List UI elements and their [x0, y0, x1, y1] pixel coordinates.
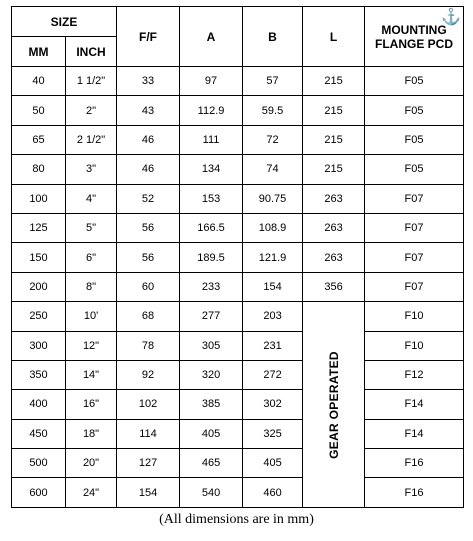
- pcd-cell: F12: [365, 360, 464, 389]
- b-cell: 72: [243, 125, 303, 154]
- table-row: [12, 449, 464, 478]
- l-cell: 215: [303, 67, 365, 96]
- mm-cell: 400: [12, 390, 66, 419]
- ff-cell: 33: [117, 67, 180, 96]
- inch-cell: 8": [66, 272, 117, 301]
- pcd-cell: F10: [365, 331, 464, 360]
- b-cell: 460: [243, 478, 303, 508]
- ff-cell: 68: [117, 302, 180, 331]
- b-cell: 405: [243, 449, 303, 478]
- pcd-cell: F14: [365, 390, 464, 419]
- mm-cell: 40: [12, 67, 66, 96]
- table-row: [12, 213, 464, 242]
- inch-cell: 24": [66, 478, 117, 508]
- l-cell: 263: [303, 213, 365, 242]
- inch-cell: 12": [66, 331, 117, 360]
- b-cell: 108.9: [243, 213, 303, 242]
- ff-cell: 60: [117, 272, 180, 301]
- inch-header: INCH: [66, 37, 117, 67]
- pcd-cell: F07: [365, 272, 464, 301]
- table-row: [12, 184, 464, 213]
- inch-cell: 2 1/2": [66, 125, 117, 154]
- b-cell: 302: [243, 390, 303, 419]
- pcd-cell: F07: [365, 213, 464, 242]
- a-cell: 153: [180, 184, 243, 213]
- table-row: [12, 331, 464, 360]
- b-cell: 154: [243, 272, 303, 301]
- table-row: [12, 360, 464, 389]
- ff-cell: 56: [117, 243, 180, 272]
- mm-header: MM: [12, 37, 66, 67]
- table-row: [12, 67, 464, 96]
- pcd-cell: F07: [365, 184, 464, 213]
- a-cell: 189.5: [180, 243, 243, 272]
- a-cell: 134: [180, 155, 243, 184]
- a-header: A: [180, 7, 243, 67]
- table-row: [12, 96, 464, 125]
- l-cell: 215: [303, 155, 365, 184]
- anchor-icon: ⚓: [441, 9, 462, 26]
- mounting-header-line2: FLANGE PCD: [375, 36, 454, 51]
- inch-cell: 4": [66, 184, 117, 213]
- pcd-cell: F05: [365, 125, 464, 154]
- a-cell: 97: [180, 67, 243, 96]
- pcd-cell: F10: [365, 302, 464, 331]
- mm-cell: 600: [12, 478, 66, 508]
- mm-cell: 80: [12, 155, 66, 184]
- mm-cell: 300: [12, 331, 66, 360]
- a-cell: 111: [180, 125, 243, 154]
- b-cell: 121.9: [243, 243, 303, 272]
- mm-cell: 125: [12, 213, 66, 242]
- a-cell: 166.5: [180, 213, 243, 242]
- a-cell: 385: [180, 390, 243, 419]
- inch-cell: 2": [66, 96, 117, 125]
- b-cell: 74: [243, 155, 303, 184]
- l-cell: 263: [303, 184, 365, 213]
- dimensions-note: (All dimensions are in mm): [159, 512, 314, 527]
- mounting-flange-pcd-header: [365, 7, 464, 67]
- b-cell: 272: [243, 360, 303, 389]
- a-cell: 233: [180, 272, 243, 301]
- ff-cell: 92: [117, 360, 180, 389]
- a-cell: 405: [180, 419, 243, 448]
- inch-cell: 5": [66, 213, 117, 242]
- a-cell: 320: [180, 360, 243, 389]
- mm-cell: 150: [12, 243, 66, 272]
- b-header: B: [243, 7, 303, 67]
- l-header: L: [303, 7, 365, 67]
- mounting-header-line1: MOUNTING: [381, 22, 447, 37]
- l-cell: 356: [303, 272, 365, 301]
- mm-cell: 100: [12, 184, 66, 213]
- mm-cell: 200: [12, 272, 66, 301]
- ff-cell: 102: [117, 390, 180, 419]
- pcd-cell: F05: [365, 155, 464, 184]
- a-cell: 305: [180, 331, 243, 360]
- inch-cell: 6": [66, 243, 117, 272]
- mm-cell: 50: [12, 96, 66, 125]
- table-row: [12, 390, 464, 419]
- a-cell: 277: [180, 302, 243, 331]
- a-cell: 465: [180, 449, 243, 478]
- b-cell: 231: [243, 331, 303, 360]
- ff-cell: 78: [117, 331, 180, 360]
- table-row: [12, 243, 464, 272]
- ff-cell: 46: [117, 125, 180, 154]
- ff-cell: 52: [117, 184, 180, 213]
- ff-cell: 56: [117, 213, 180, 242]
- table-row: [12, 302, 464, 331]
- a-cell: 112.9: [180, 96, 243, 125]
- pcd-cell: F16: [365, 449, 464, 478]
- l-cell: 263: [303, 243, 365, 272]
- gear-operated-label: GEAR OPERATED: [326, 350, 341, 459]
- mm-cell: 450: [12, 419, 66, 448]
- inch-cell: 18": [66, 419, 117, 448]
- b-cell: 57: [243, 67, 303, 96]
- mm-cell: 250: [12, 302, 66, 331]
- b-cell: 325: [243, 419, 303, 448]
- mm-cell: 350: [12, 360, 66, 389]
- ff-header: F/F: [117, 7, 180, 67]
- pcd-cell: F16: [365, 478, 464, 508]
- inch-cell: 3": [66, 155, 117, 184]
- inch-cell: 16": [66, 390, 117, 419]
- l-cell: 215: [303, 125, 365, 154]
- ff-cell: 43: [117, 96, 180, 125]
- table-row: [12, 125, 464, 154]
- b-cell: 203: [243, 302, 303, 331]
- ff-cell: 154: [117, 478, 180, 508]
- table-body: [12, 67, 464, 508]
- inch-cell: 14": [66, 360, 117, 389]
- inch-cell: 1 1/2": [66, 67, 117, 96]
- table-row: [12, 419, 464, 448]
- pcd-cell: F05: [365, 67, 464, 96]
- pcd-cell: F07: [365, 243, 464, 272]
- ff-cell: 127: [117, 449, 180, 478]
- inch-cell: 10': [66, 302, 117, 331]
- table-row: [12, 272, 464, 301]
- header-row-1: [12, 7, 464, 37]
- pcd-cell: F14: [365, 419, 464, 448]
- pcd-cell: F05: [365, 96, 464, 125]
- table-row: [12, 478, 464, 508]
- b-cell: 59.5: [243, 96, 303, 125]
- l-cell: 215: [303, 96, 365, 125]
- table-row: [12, 155, 464, 184]
- ff-cell: 114: [117, 419, 180, 448]
- mm-cell: 65: [12, 125, 66, 154]
- ff-cell: 46: [117, 155, 180, 184]
- gear-operated-cell: [303, 302, 365, 508]
- dimensions-table: [11, 6, 464, 508]
- b-cell: 90.75: [243, 184, 303, 213]
- inch-cell: 20": [66, 449, 117, 478]
- mm-cell: 500: [12, 449, 66, 478]
- size-header: SIZE: [12, 7, 117, 37]
- a-cell: 540: [180, 478, 243, 508]
